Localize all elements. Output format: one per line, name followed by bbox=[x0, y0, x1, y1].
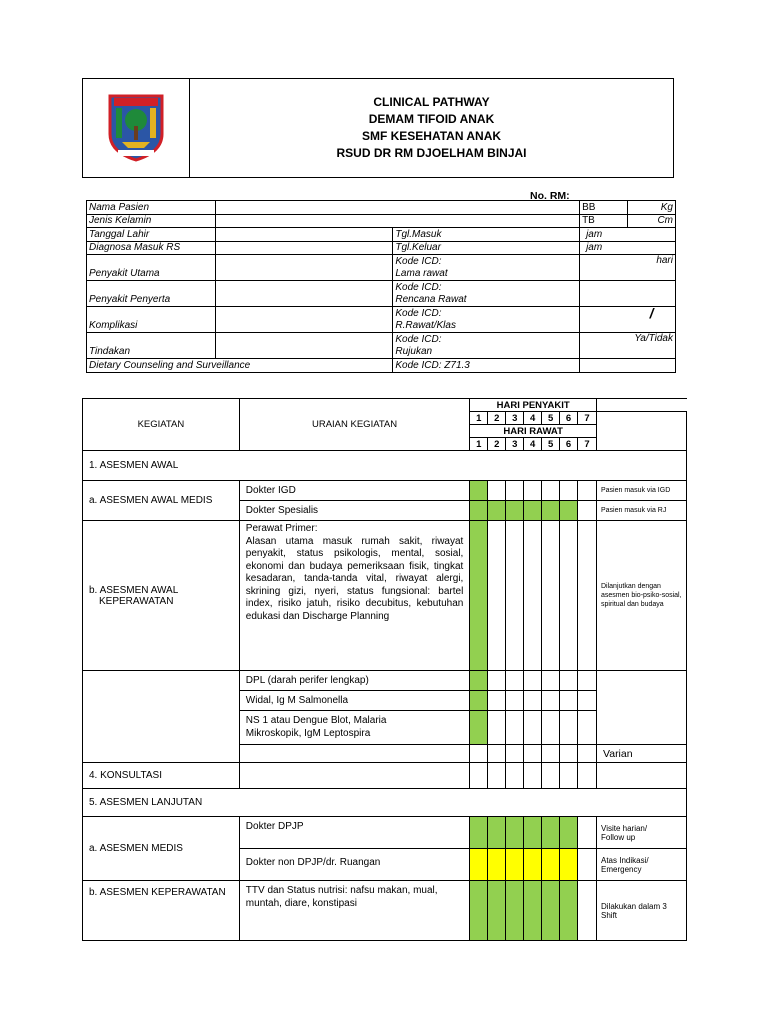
note-visite bbox=[597, 817, 687, 849]
day-cell[interactable] bbox=[524, 763, 542, 789]
day-cell[interactable] bbox=[578, 817, 597, 849]
day-cell[interactable] bbox=[542, 521, 560, 671]
tgl-masuk-label: Tgl.Masuk bbox=[393, 228, 580, 242]
day-cell[interactable] bbox=[488, 671, 506, 691]
dokter-igd-label: Dokter IGD bbox=[239, 481, 470, 501]
hr-day-5: 5 bbox=[542, 438, 560, 451]
title-cell bbox=[190, 79, 674, 178]
uraian-header: URAIAN KEGIATAN bbox=[239, 399, 470, 451]
dokter-non-dpjp-label: Dokter non DPJP/dr. Ruangan bbox=[239, 849, 470, 881]
ns1-line-1: NS 1 atau Dengue Blot, Malaria bbox=[245, 715, 387, 726]
patient-info-table bbox=[86, 200, 676, 373]
note-atas-indikasi bbox=[597, 849, 687, 881]
jenis-field[interactable] bbox=[215, 214, 579, 228]
note-igd: Pasien masuk via IGD bbox=[597, 481, 687, 501]
section-asesmen-lanjutan: 5. ASESMEN LANJUTAN bbox=[83, 789, 687, 817]
tindakan-field[interactable] bbox=[215, 333, 393, 359]
day-cell[interactable] bbox=[524, 745, 542, 763]
ya-tidak-label: Ya/Tidak bbox=[580, 333, 676, 359]
komplikasi-field[interactable] bbox=[215, 307, 393, 333]
day-cell-conditional[interactable] bbox=[488, 849, 506, 881]
konsultasi-uraian bbox=[239, 763, 470, 789]
day-cell-checked[interactable] bbox=[470, 671, 488, 691]
day-cell[interactable] bbox=[524, 481, 542, 501]
day-cell[interactable] bbox=[506, 763, 524, 789]
day-cell-checked[interactable] bbox=[470, 817, 488, 849]
hr-day-2: 2 bbox=[488, 438, 506, 451]
hp-day-4: 4 bbox=[524, 412, 542, 425]
day-cell-conditional[interactable] bbox=[524, 849, 542, 881]
day-cell-checked[interactable] bbox=[470, 521, 488, 671]
day-cell-checked[interactable] bbox=[524, 817, 542, 849]
note-atas-line-2: Emergency bbox=[601, 864, 642, 874]
day-cell-checked[interactable] bbox=[470, 711, 488, 745]
day-cell[interactable] bbox=[506, 671, 524, 691]
day-cell[interactable] bbox=[560, 691, 578, 711]
hr-day-4: 4 bbox=[524, 438, 542, 451]
ns1-cell bbox=[239, 711, 470, 745]
day-cell[interactable] bbox=[488, 691, 506, 711]
title-line-4: RSUD DR RM DJOELHAM BINJAI bbox=[336, 146, 527, 160]
perawat-primer-label: Perawat Primer: bbox=[245, 523, 318, 534]
varian-label: Varian bbox=[597, 745, 687, 763]
day-cell-checked[interactable] bbox=[542, 501, 560, 521]
day-cell[interactable] bbox=[488, 711, 506, 745]
day-cell[interactable] bbox=[560, 711, 578, 745]
day-cell[interactable] bbox=[578, 481, 597, 501]
day-cell[interactable] bbox=[506, 711, 524, 745]
tindakan-label: Tindakan bbox=[87, 333, 216, 359]
no-rm-label: No. RM: bbox=[530, 190, 570, 202]
day-cell[interactable] bbox=[524, 711, 542, 745]
day-cell[interactable] bbox=[560, 481, 578, 501]
day-cell-checked[interactable] bbox=[488, 881, 506, 941]
hp-day-7: 7 bbox=[578, 412, 597, 425]
kode-icd-lama-cell bbox=[393, 255, 580, 281]
day-cell[interactable] bbox=[578, 711, 597, 745]
day-cell[interactable] bbox=[488, 745, 506, 763]
hp-day-3: 3 bbox=[506, 412, 524, 425]
nama-field[interactable] bbox=[215, 201, 579, 215]
kode-icd-label: Kode ICD: bbox=[395, 308, 442, 319]
note-header-2 bbox=[597, 412, 687, 451]
slash-label: / bbox=[580, 307, 676, 333]
hari-penyakit-header: HARI PENYAKIT bbox=[470, 399, 597, 412]
day-cell-conditional[interactable] bbox=[470, 849, 488, 881]
jenis-label: Jenis Kelamin bbox=[87, 214, 216, 228]
day-cell[interactable] bbox=[578, 763, 597, 789]
konsultasi-note bbox=[597, 763, 687, 789]
day-cell[interactable] bbox=[524, 671, 542, 691]
header-box bbox=[82, 78, 674, 178]
diagnosa-label: Diagnosa Masuk RS bbox=[87, 241, 216, 255]
day-cell-checked[interactable] bbox=[488, 501, 506, 521]
day-cell[interactable] bbox=[542, 711, 560, 745]
note-shift-line-1: Dilakukan dalam 3 bbox=[601, 901, 667, 911]
day-cell-checked[interactable] bbox=[506, 817, 524, 849]
day-cell[interactable] bbox=[542, 763, 560, 789]
kota-binjai-logo-icon bbox=[104, 90, 168, 162]
note-visite-line-2: Follow up bbox=[601, 832, 636, 842]
kegiatan-header: KEGIATAN bbox=[83, 399, 240, 451]
logo-cell bbox=[83, 79, 190, 178]
day-cell-checked[interactable] bbox=[506, 881, 524, 941]
tgl-lahir-field[interactable] bbox=[215, 228, 393, 242]
ns1-line-2: Mikroskopik, IgM Leptospira bbox=[245, 727, 371, 739]
day-cell[interactable] bbox=[524, 521, 542, 671]
day-cell-checked[interactable] bbox=[470, 481, 488, 501]
perawat-primer-cell bbox=[239, 521, 470, 671]
section-asesmen-awal: 1. ASESMEN AWAL bbox=[83, 451, 687, 481]
rawat-klas-label: R.Rawat/Klas bbox=[395, 320, 456, 331]
hari-label: hari bbox=[580, 255, 676, 281]
day-cell[interactable] bbox=[488, 763, 506, 789]
day-cell-checked[interactable] bbox=[560, 817, 578, 849]
tgl-keluar-label: Tgl.Keluar bbox=[393, 241, 580, 255]
title-line-3: SMF KESEHATAN ANAK bbox=[361, 129, 502, 143]
kode-icd-label: Kode ICD: bbox=[395, 282, 442, 293]
nama-label: Nama Pasien bbox=[87, 201, 216, 215]
rencana-rawat-field[interactable] bbox=[580, 281, 676, 307]
day-cell-conditional[interactable] bbox=[506, 849, 524, 881]
kode-icd-label: Kode ICD: bbox=[395, 256, 442, 267]
day-cell[interactable] bbox=[578, 745, 597, 763]
note-header-1 bbox=[597, 399, 687, 412]
bb-label: BB bbox=[580, 201, 628, 215]
day-cell-conditional[interactable] bbox=[560, 849, 578, 881]
lab-label bbox=[83, 671, 240, 763]
keperawatan-line-1: b. ASESMEN AWAL bbox=[89, 584, 179, 596]
day-cell[interactable] bbox=[578, 521, 597, 671]
day-cell[interactable] bbox=[560, 745, 578, 763]
dietary-label: Dietary Counseling and Surveillance bbox=[87, 359, 393, 373]
jam-masuk-label: jam bbox=[580, 228, 676, 242]
day-cell-checked[interactable] bbox=[470, 691, 488, 711]
hr-day-1: 1 bbox=[470, 438, 488, 451]
penyakit-penyerta-field[interactable] bbox=[215, 281, 393, 307]
hp-day-2: 2 bbox=[488, 412, 506, 425]
perawat-primer-text: Alasan utama masuk rumah sakit, riwayat penyakit, status psikologis, mental, sosial, ekonomi dan budaya pemeriksaan fisik, tingkat kesadaran, tanda-tanda vital, riwayat alergi, skrining gizi, nyeri, status fungsional: bartel index, risiko jatuh, risiko decubitus, kebutuhan edukasi dan Discharge Planning bbox=[245, 535, 464, 622]
note-shift bbox=[597, 881, 687, 941]
hp-day-5: 5 bbox=[542, 412, 560, 425]
note-biopsiko: Dilanjutkan dengan asesmen bio-psiko-sosial, spiritual dan budaya bbox=[597, 521, 687, 671]
asesmen-awal-keperawatan-label bbox=[83, 521, 240, 671]
day-cell-checked[interactable] bbox=[542, 817, 560, 849]
title-line-2: DEMAM TIFOID ANAK bbox=[368, 112, 495, 126]
jam-keluar-label: jam bbox=[580, 241, 676, 255]
penyakit-utama-label: Penyakit Utama bbox=[87, 255, 216, 281]
tgl-lahir-label: Tanggal Lahir bbox=[87, 228, 216, 242]
hr-day-6: 6 bbox=[560, 438, 578, 451]
penyakit-penyerta-label: Penyakit Penyerta bbox=[87, 281, 216, 307]
kode-icd-label: Kode ICD: bbox=[395, 334, 442, 345]
day-cell[interactable] bbox=[560, 763, 578, 789]
day-cell[interactable] bbox=[542, 481, 560, 501]
day-cell[interactable] bbox=[506, 521, 524, 671]
diagnosa-field[interactable] bbox=[215, 241, 393, 255]
day-cell[interactable] bbox=[542, 745, 560, 763]
activity-table bbox=[82, 398, 687, 941]
day-cell[interactable] bbox=[560, 671, 578, 691]
day-cell[interactable] bbox=[542, 691, 560, 711]
day-cell[interactable] bbox=[488, 521, 506, 671]
varian-uraian bbox=[239, 745, 470, 763]
hr-day-7: 7 bbox=[578, 438, 597, 451]
day-cell[interactable] bbox=[524, 691, 542, 711]
day-cell[interactable] bbox=[488, 481, 506, 501]
rencana-rawat-label: Rencana Rawat bbox=[395, 294, 467, 305]
day-cell-checked[interactable] bbox=[560, 501, 578, 521]
hr-day-3: 3 bbox=[506, 438, 524, 451]
konsultasi-label: 4. KONSULTASI bbox=[83, 763, 240, 789]
note-shift-line-2: Shift bbox=[601, 910, 618, 920]
kode-icd-klas-cell bbox=[393, 307, 580, 333]
day-cell-checked[interactable] bbox=[470, 881, 488, 941]
keperawatan-line-2: KEPERAWATAN bbox=[99, 595, 174, 607]
day-cell[interactable] bbox=[506, 745, 524, 763]
dpl-label: DPL (darah perifer lengkap) bbox=[239, 671, 470, 691]
asesmen-awal-medis-label: a. ASESMEN AWAL MEDIS bbox=[83, 481, 240, 521]
day-cell-checked[interactable] bbox=[506, 501, 524, 521]
day-cell[interactable] bbox=[578, 691, 597, 711]
day-cell[interactable] bbox=[470, 763, 488, 789]
lab-note bbox=[597, 671, 687, 745]
day-cell[interactable] bbox=[578, 671, 597, 691]
komplikasi-label: Komplikasi bbox=[87, 307, 216, 333]
hari-rawat-header: HARI RAWAT bbox=[470, 425, 597, 438]
penyakit-utama-field[interactable] bbox=[215, 255, 393, 281]
note-visite-line-1: Visite harian/ bbox=[601, 823, 648, 833]
ttv-label: TTV dan Status nutrisi: nafsu makan, mual, muntah, diare, konstipasi bbox=[239, 881, 470, 941]
asesmen-keperawatan-label: b. ASESMEN KEPERAWATAN bbox=[83, 881, 240, 941]
widal-label: Widal, Ig M Salmonella bbox=[239, 691, 470, 711]
day-cell[interactable] bbox=[578, 501, 597, 521]
rujukan-label: Rujukan bbox=[395, 346, 433, 357]
asesmen-medis-label: a. ASESMEN MEDIS bbox=[83, 817, 240, 881]
dietary-field[interactable] bbox=[580, 359, 676, 373]
hp-day-1: 1 bbox=[470, 412, 488, 425]
title-line-1: CLINICAL PATHWAY bbox=[373, 95, 490, 109]
note-atas-line-1: Atas Indikasi/ bbox=[601, 855, 649, 865]
day-cell[interactable] bbox=[542, 671, 560, 691]
day-cell[interactable] bbox=[470, 745, 488, 763]
day-cell-checked[interactable] bbox=[560, 881, 578, 941]
day-cell[interactable] bbox=[506, 691, 524, 711]
day-cell[interactable] bbox=[560, 521, 578, 671]
day-cell-conditional[interactable] bbox=[542, 849, 560, 881]
dokter-dpjp-label: Dokter DPJP bbox=[239, 817, 470, 849]
kode-icd-z-label: Kode ICD: Z71.3 bbox=[393, 359, 580, 373]
lama-rawat-label: Lama rawat bbox=[395, 268, 448, 279]
day-cell-checked[interactable] bbox=[542, 881, 560, 941]
dokter-spesialis-label: Dokter Spesialis bbox=[239, 501, 470, 521]
day-cell[interactable] bbox=[578, 849, 597, 881]
note-rj: Pasien masuk via RJ bbox=[597, 501, 687, 521]
hp-day-6: 6 bbox=[560, 412, 578, 425]
day-cell-checked[interactable] bbox=[488, 817, 506, 849]
day-cell[interactable] bbox=[506, 481, 524, 501]
cm-label: Cm bbox=[628, 214, 676, 228]
kode-icd-rujukan-cell bbox=[393, 333, 580, 359]
kode-icd-rencana-cell bbox=[393, 281, 580, 307]
kg-label: Kg bbox=[628, 201, 676, 215]
tb-label: TB bbox=[580, 214, 628, 228]
day-cell-checked[interactable] bbox=[524, 881, 542, 941]
day-cell[interactable] bbox=[578, 881, 597, 941]
day-cell-checked[interactable] bbox=[524, 501, 542, 521]
day-cell-checked[interactable] bbox=[470, 501, 488, 521]
